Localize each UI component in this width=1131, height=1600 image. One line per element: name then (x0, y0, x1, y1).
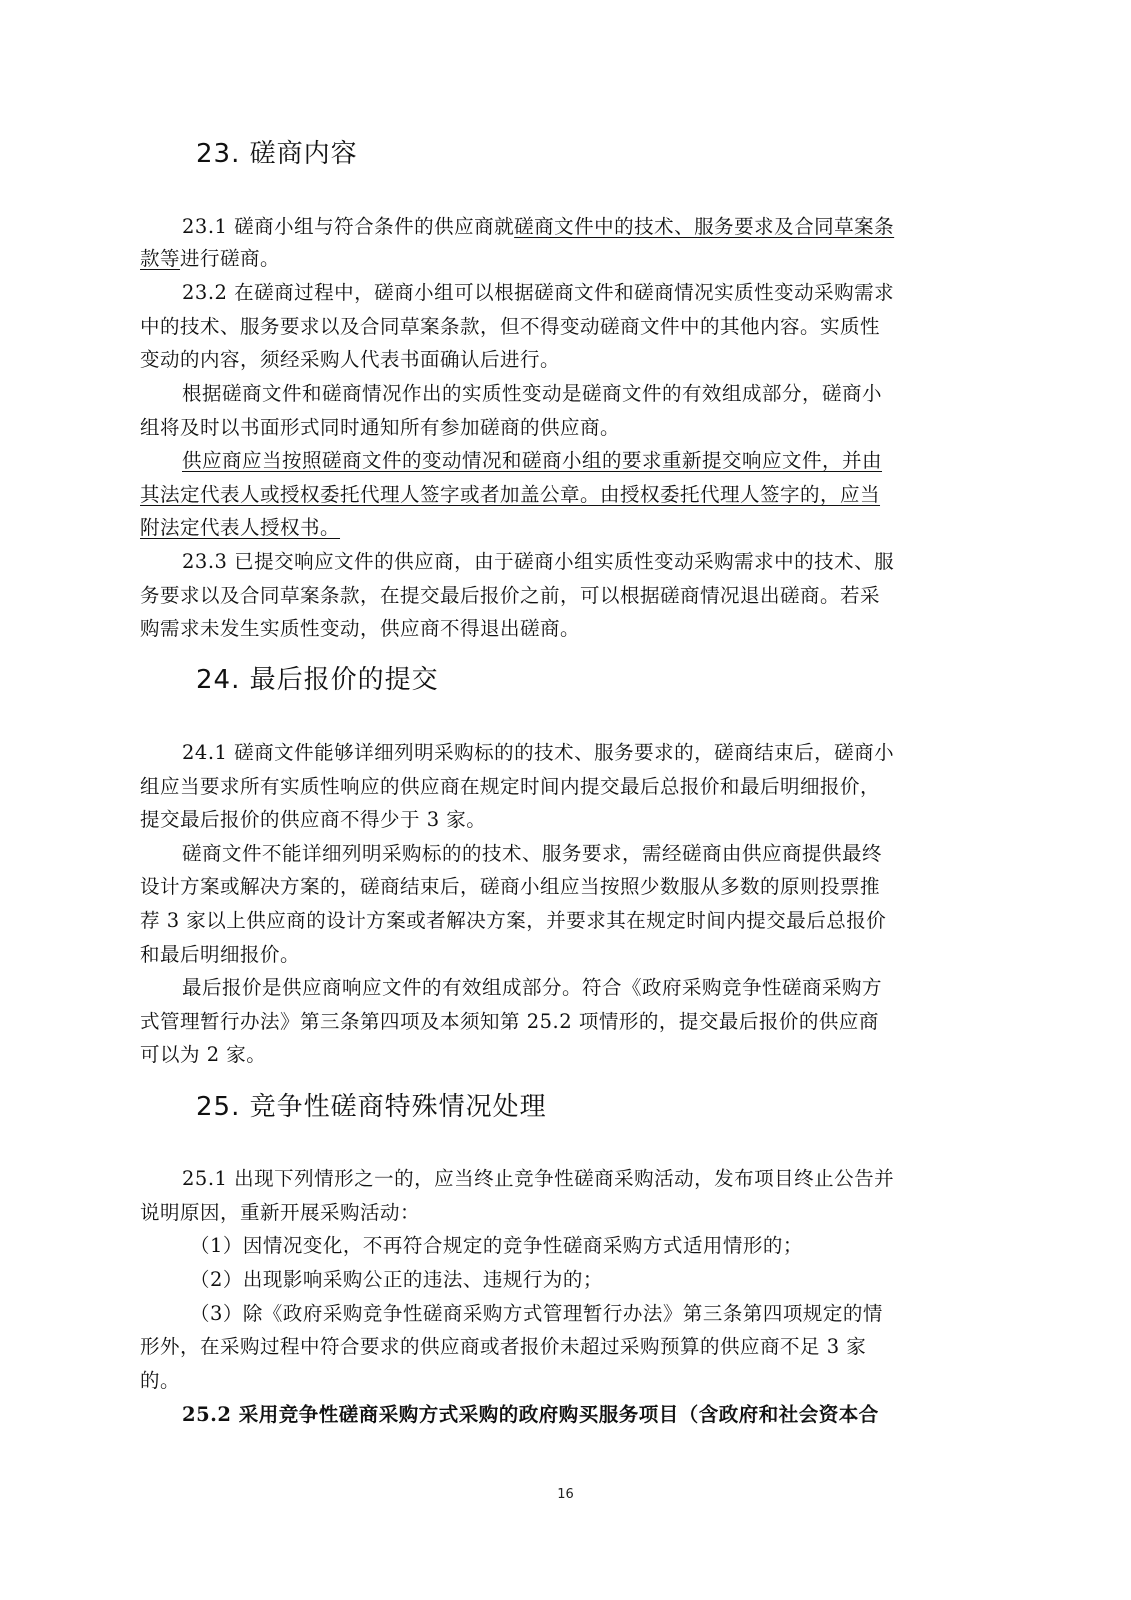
paragraph-line: 荐 3 家以上供应商的设计方案或者解决方案，并要求其在规定时间内提交最后总报价 (140, 909, 887, 932)
paragraph-line: 25.1 出现下列情形之一的，应当终止竞争性磋商采购活动，发布项目终止公告并 (182, 1167, 895, 1190)
text-span: 进行磋商。 (180, 247, 281, 270)
paragraph-line: 式管理暂行办法》第三条第四项及本须知第 25.2 项情形的，提交最后报价的供应商 (140, 1010, 879, 1033)
underlined-paragraph-line: 其法定代表人或授权委托代理人签字或者加盖公章。由授权委托代理人签字的，应当 (140, 483, 881, 506)
underlined-text: 磋商文件中的技术、服务要求及合同草案条 (514, 215, 895, 238)
section-heading-23: 23. 磋商内容 (196, 139, 358, 169)
section-heading-25: 25. 竞争性磋商特殊情况处理 (196, 1092, 547, 1122)
paragraph-line: 和最后明细报价。 (140, 943, 301, 966)
paragraph-line: 变动的内容，须经采购人代表书面确认后进行。 (140, 348, 561, 371)
paragraph-line (140, 244, 1000, 274)
underlined-paragraph-line: 附法定代表人授权书。 (140, 516, 341, 539)
paragraph-line (182, 212, 1042, 242)
bold-paragraph-line: 25.2 采用竞争性磋商采购方式采购的政府购买服务项目（含政府和社会资本合 (182, 1403, 879, 1426)
section-heading-24: 24. 最后报价的提交 (196, 665, 439, 695)
paragraph-line: 中的技术、服务要求以及合同草案条款，但不得变动磋商文件中的其他内容。实质性 (140, 315, 881, 338)
paragraph-line: 设计方案或解决方案的，磋商结束后，磋商小组应当按照少数服从多数的原则投票推 (140, 875, 881, 898)
paragraph-line: 磋商文件不能详细列明采购标的的技术、服务要求，需经磋商由供应商提供最终 (182, 842, 883, 865)
paragraph-line: 组应当要求所有实质性响应的供应商在规定时间内提交最后总报价和最后明细报价， (140, 775, 881, 798)
list-item: （1）因情况变化，不再符合规定的竞争性磋商采购方式适用情形的； (190, 1234, 803, 1257)
page-number: 16 (557, 1487, 574, 1502)
paragraph-line: 务要求以及合同草案条款，在提交最后报价之前，可以根据磋商情况退出磋商。若采 (140, 584, 881, 607)
paragraph-line: 23.2 在磋商过程中，磋商小组可以根据磋商文件和磋商情况实质性变动采购需求 (182, 281, 895, 304)
paragraph-line: 最后报价是供应商响应文件的有效组成部分。符合《政府采购竞争性磋商采购方 (182, 976, 883, 999)
underlined-paragraph-line: 供应商应当按照磋商文件的变动情况和磋商小组的要求重新提交响应文件，并由 (182, 449, 883, 472)
paragraph-line: 23.3 已提交响应文件的供应商，由于磋商小组实质性变动采购需求中的技术、服 (182, 550, 895, 573)
paragraph-line: 购需求未发生实质性变动，供应商不得退出磋商。 (140, 617, 581, 640)
list-item: （3）除《政府采购竞争性磋商采购方式管理暂行办法》第三条第四项规定的情 (190, 1302, 883, 1325)
paragraph-line: 提交最后报价的供应商不得少于 3 家。 (140, 808, 487, 831)
paragraph-line: 24.1 磋商文件能够详细列明采购标的的技术、服务要求的，磋商结束后，磋商小 (182, 741, 895, 764)
list-item: （2）出现影响采购公正的违法、违规行为的； (190, 1268, 603, 1291)
paragraph-line: 说明原因，重新开展采购活动： (140, 1201, 421, 1224)
underlined-text: 款等 (140, 247, 181, 270)
paragraph-line: 形外，在采购过程中符合要求的供应商或者报价未超过采购预算的供应商不足 3 家 (140, 1335, 867, 1358)
paragraph-line: 的。 (140, 1369, 181, 1392)
paragraph-line: 组将及时以书面形式同时通知所有参加磋商的供应商。 (140, 416, 621, 439)
paragraph-line: 可以为 2 家。 (140, 1043, 267, 1066)
text-span: 23.1 磋商小组与符合条件的供应商就 (182, 215, 515, 238)
paragraph-line: 根据磋商文件和磋商情况作出的实质性变动是磋商文件的有效组成部分，磋商小 (182, 382, 883, 405)
